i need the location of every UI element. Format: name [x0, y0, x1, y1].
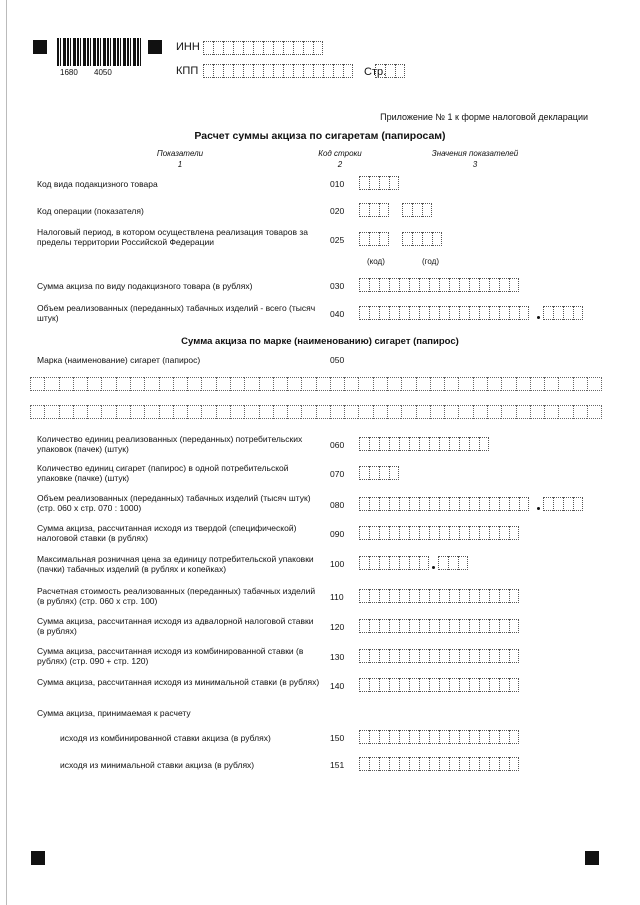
registration-marker-bottom-left	[31, 851, 45, 865]
registration-marker-top-mid	[148, 40, 162, 54]
row-040-input-integer[interactable]	[359, 306, 529, 320]
row-130-input[interactable]	[359, 649, 519, 663]
kpp-field[interactable]	[203, 64, 353, 78]
kpp-label: КПП	[176, 65, 199, 77]
column-header-values: Значения показателей	[431, 149, 519, 158]
row-080-decimal-point	[537, 507, 540, 510]
row-140-label: Сумма акциза, рассчитанная исходя из минимальной ставки (в рублях)	[37, 677, 320, 687]
row-110-label: Расчетная стоимость реализованных (переданных) табачных изделий (в рублях) (стр. 060 х стр. 100)	[37, 586, 316, 606]
row-025-period-code-input[interactable]	[359, 232, 389, 246]
row-090-code: 090	[330, 529, 345, 539]
column-header-line-code-num: 2	[337, 160, 343, 169]
row-151-code: 151	[330, 760, 345, 770]
row-120-input[interactable]	[359, 619, 519, 633]
row-080-input-integer[interactable]	[359, 497, 529, 511]
row-060-code: 060	[330, 440, 345, 450]
registration-marker-bottom-right	[585, 851, 599, 865]
row-100-input-kopecks[interactable]	[438, 556, 468, 570]
registration-marker-top-left	[33, 40, 47, 54]
row-060-input[interactable]	[359, 437, 489, 451]
row-150-code: 150	[330, 733, 345, 743]
brand-name-input-line-2[interactable]	[30, 405, 602, 419]
row-010-label: Код вида подакцизного товара	[37, 179, 158, 189]
page-number-field[interactable]	[375, 64, 405, 78]
accepted-sum-heading: Сумма акциза, принимаемая к расчету	[37, 708, 191, 718]
row-150-label: исходя из комбинированной ставки акциза (в рублях)	[60, 733, 271, 743]
period-year-sublabel: (год)	[422, 257, 440, 266]
row-110-code: 110	[330, 592, 344, 602]
column-header-indicators-num: 1	[177, 160, 183, 169]
row-040-label: Объем реализованных (переданных) табачных изделий - всего (тысяч штук)	[37, 303, 316, 323]
row-100-label: Максимальная розничная цена за единицу потребительской упаковки (пачки) табачных изделий (в рублях и копейках)	[37, 554, 314, 574]
row-070-input[interactable]	[359, 466, 399, 480]
row-050-label: Марка (наименование) сигарет (папирос)	[37, 355, 201, 365]
row-020-input-part1[interactable]	[359, 203, 389, 217]
row-151-input[interactable]	[359, 757, 519, 771]
column-header-line-code: Код строки	[318, 149, 362, 158]
row-151-label: исходя из минимальной ставки акциза (в рублях)	[60, 760, 255, 770]
inn-label: ИНН	[176, 41, 200, 53]
appendix-note: Приложение № 1 к форме налоговой декларации	[380, 112, 588, 122]
column-header-values-num: 3	[472, 160, 478, 169]
row-090-input[interactable]	[359, 526, 519, 540]
row-030-input[interactable]	[359, 278, 519, 292]
period-code-sublabel: (код)	[367, 257, 385, 266]
inn-field[interactable]	[203, 41, 323, 55]
row-040-code: 040	[330, 309, 345, 319]
row-070-code: 070	[330, 469, 345, 479]
row-090-label: Сумма акциза, рассчитанная исходя из твердой (специфической) налоговой ставки (в рублях)	[37, 523, 297, 543]
row-010-input[interactable]	[359, 176, 399, 190]
row-140-input[interactable]	[359, 678, 519, 692]
row-110-input[interactable]	[359, 589, 519, 603]
row-130-label: Сумма акциза, рассчитанная исходя из комбинированной ставки (в рублях) (стр. 090 + стр. 120)	[37, 646, 304, 666]
row-140-code: 140	[330, 681, 345, 691]
section-title: Сумма акциза по марке (наименованию) сигарет (папирос)	[181, 336, 459, 347]
page-label: Стр.	[364, 66, 387, 78]
row-020-code: 020	[330, 206, 345, 216]
row-040-decimal-point	[537, 316, 540, 319]
row-025-period-year-input[interactable]	[402, 232, 442, 246]
row-100-input-rubles[interactable]	[359, 556, 429, 570]
row-070-label: Количество единиц сигарет (папирос) в одной потребительской упаковке (пачке) (штук)	[37, 463, 289, 483]
row-050-code: 050	[330, 355, 345, 365]
row-100-code: 100	[330, 559, 345, 569]
row-120-label: Сумма акциза, рассчитанная исходя из адвалорной налоговой ставки (в рублях)	[37, 616, 314, 636]
row-020-label: Код операции (показателя)	[37, 206, 144, 216]
row-080-label: Объем реализованных (переданных) табачных изделий (тысяч штук) (стр. 060 х стр. 070 : 1000)	[37, 493, 311, 513]
row-025-code: 025	[330, 235, 345, 245]
row-030-label: Сумма акциза по виду подакцизного товара (в рублях)	[37, 281, 253, 291]
row-100-decimal-point	[432, 566, 435, 569]
barcode-number: 1680 4050	[60, 68, 112, 77]
row-120-code: 120	[330, 622, 345, 632]
brand-name-input-line-1[interactable]	[30, 377, 602, 391]
row-080-code: 080	[330, 500, 345, 510]
row-030-code: 030	[330, 281, 345, 291]
row-150-input[interactable]	[359, 730, 519, 744]
column-header-indicators: Показатели	[156, 149, 204, 158]
row-130-code: 130	[330, 652, 345, 662]
row-020-input-part2[interactable]	[402, 203, 432, 217]
row-010-code: 010	[330, 179, 345, 189]
form-title: Расчет суммы акциза по сигаретам (папиросам)	[194, 130, 446, 142]
row-060-label: Количество единиц реализованных (переданных) потребительских упаковок (пачек) (штук)	[37, 434, 303, 454]
barcode	[57, 38, 141, 66]
row-025-label: Налоговый период, в котором осуществлена реализация товаров за пределы территории Российской Федерации	[37, 227, 308, 247]
row-040-input-fraction[interactable]	[543, 306, 583, 320]
row-080-input-fraction[interactable]	[543, 497, 583, 511]
